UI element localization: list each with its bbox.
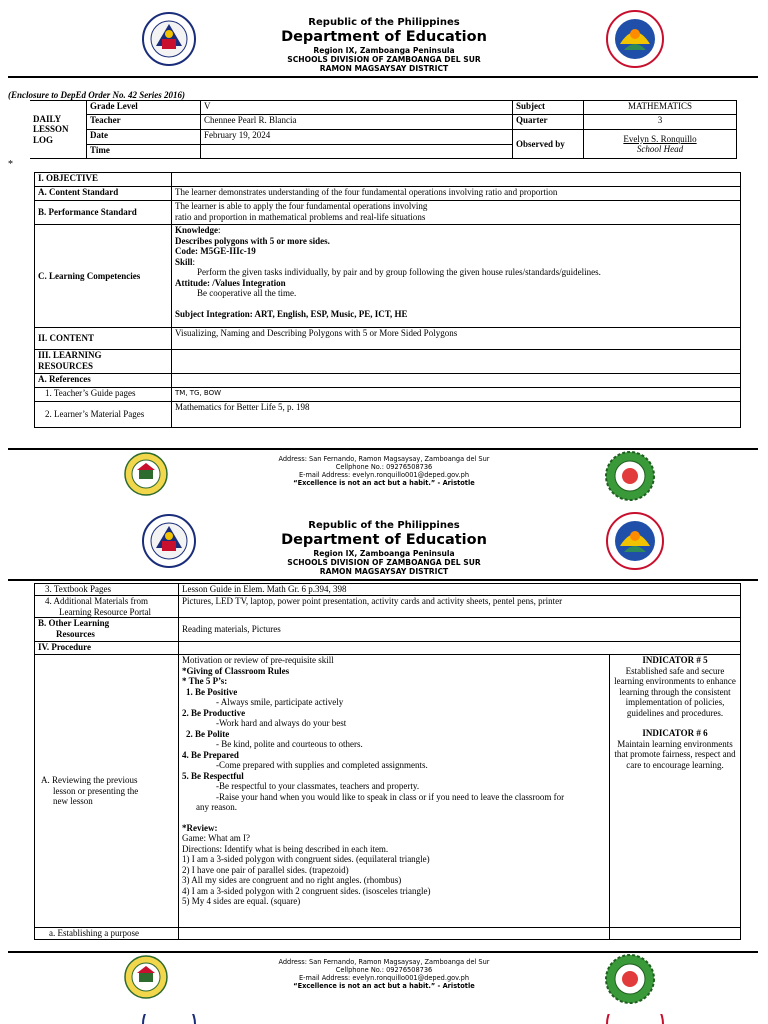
other-line: Resources: [56, 628, 95, 639]
dll-info-table: [30, 100, 737, 159]
purpose-value: [179, 928, 610, 940]
grade-value: V: [201, 101, 513, 115]
time-value: [201, 145, 513, 159]
rule-3: 2. Be Polite: [186, 728, 230, 739]
rule-3-detail: - Be kind, polite and courteous to others.: [216, 739, 363, 749]
attitude-label: Attitude: /Values Integration: [175, 277, 286, 288]
attitude-text: Be cooperative all the time.: [197, 288, 297, 298]
lm-value: Mathematics for Better Life 5, p. 198: [172, 402, 741, 428]
knowledge-label: Knowledge: [175, 225, 219, 235]
rule-2: 2. Be Productive: [182, 707, 246, 718]
content-standard-value: The learner demonstrates understanding of the four fundamental operations involving ratio and proportion: [172, 187, 741, 201]
tg-label: 1. Teacher’s Guide pages: [35, 388, 172, 402]
directions-text: Directions: Identify what is being described in each item.: [182, 843, 389, 854]
additional-label: [35, 596, 179, 618]
district-text: RAMON MAGSAYSAY DISTRICT: [319, 567, 449, 576]
observer-cell: [584, 130, 737, 159]
lesson-plan-table-1: [34, 172, 741, 428]
page2-letterhead: [0, 520, 768, 576]
indicator-6-title: INDICATOR # 6: [642, 728, 708, 738]
date-value: February 19, 2024: [201, 130, 513, 145]
describes-text: Describes polygons with 5 or more sides.: [175, 235, 330, 246]
skill-label: Skill: [175, 256, 193, 267]
rule-1-detail: - Always smile, participate actively: [216, 697, 344, 707]
content-value: Visualizing, Naming and Describing Polygons with 5 or More Sided Polygons: [172, 328, 741, 350]
rule-1: 1. Be Positive: [186, 686, 238, 697]
question-item: 4) I am a 3-sided polygon with 2 congruent sides. (isosceles triangle): [182, 885, 431, 896]
rules-title: *Giving of Classroom Rules: [182, 665, 290, 676]
knowledge-colon: :: [218, 225, 221, 235]
lesson-plan-table-2: [34, 583, 741, 940]
rule-5-detail: any reason.: [196, 802, 237, 812]
teacher-value: Chennee Pearl R. Blancia: [201, 115, 513, 130]
review-label-line: new lesson: [53, 796, 93, 807]
game-title: Game: What am I?: [182, 833, 251, 843]
footer-address: Address: San Fernando, Ramon Magsaysay, Zamboanga del Sur: [278, 455, 490, 463]
review-label-line: A. Reviewing the previous: [41, 775, 138, 786]
review-label: [35, 655, 179, 928]
deped-seal-icon: [142, 1014, 196, 1024]
performance-line: The learner is able to apply the four fundamental operations involving: [175, 201, 428, 211]
content-standard-label: A. Content Standard: [35, 187, 172, 201]
rule-2-detail: -Work hard and always do your best: [216, 718, 347, 728]
references-label: A. References: [35, 374, 172, 388]
resources-label: [35, 350, 172, 374]
resources-line: RESOURCES: [38, 360, 94, 371]
rule-5-detail: -Be respectful to your classmates, teachers and property.: [216, 781, 420, 791]
footer-phone: Cellphone No.: 09276508736: [335, 463, 433, 471]
region-text: Region IX, Zamboanga Peninsula: [313, 46, 455, 55]
question-item: 2) I have one pair of parallel sides. (trapezoid): [182, 864, 349, 875]
quarter-label: Quarter: [513, 115, 584, 130]
procedure-value: [179, 642, 741, 655]
question-item: 3) All my sides are congruent and no right angles. (rhombus): [182, 875, 402, 885]
subject-label: Subject: [513, 101, 584, 115]
indicator-cell: [610, 655, 741, 928]
objective-label: I. OBJECTIVE: [35, 173, 172, 187]
skill-text: Perform the given tasks individually, by pair and by group following the given house rules/standards/guidelines.: [197, 267, 601, 277]
textbook-value: Lesson Guide in Elem. Math Gr. 6 p.394, 398: [179, 584, 741, 596]
observer-name: Evelyn S. Ronquillo: [623, 133, 697, 144]
header-divider: [8, 579, 758, 581]
quarter-value: 3: [584, 115, 737, 130]
performance-standard-label: B. Performance Standard: [35, 201, 172, 225]
competencies-label: C. Learning Competencies: [35, 225, 172, 328]
motivation-text: Motivation or review of pre-requisite skill: [182, 655, 334, 665]
observed-label: Observed by: [513, 130, 584, 159]
dll-title-line: LESSON: [33, 124, 69, 135]
lm-label: 2. Learner’s Material Pages: [35, 402, 172, 428]
references-value: [172, 374, 741, 388]
ps-title: * The 5 P’s:: [182, 676, 228, 686]
textbook-label: 3. Textbook Pages: [35, 584, 179, 596]
republic-text: Republic of the Philippines: [308, 520, 460, 531]
asterisk: *: [8, 159, 13, 170]
department-text: Department of Education: [281, 29, 487, 45]
rule-5-detail: -Raise your hand when you would like to speak in class or if you need to leave the classroom for: [216, 791, 565, 802]
footer-quote: “Excellence is not an act but a habit.” - Aristotle: [293, 982, 475, 990]
additional-line: 4. Additional Materials from: [45, 596, 148, 606]
district-text: RAMON MAGSAYSAY DISTRICT: [319, 64, 449, 73]
indicator-6-text: Maintain learning environments that promote fairness, respect and care to encourage learning.: [614, 738, 736, 770]
dll-title: [30, 101, 87, 159]
purpose-indicator: [610, 928, 741, 940]
observer-title: School Head: [636, 144, 684, 154]
page1-footer: [0, 455, 768, 487]
dll-title-line: LOG: [33, 134, 54, 145]
purpose-label: a. Establishing a purpose: [35, 928, 179, 940]
page2-footer: [0, 958, 768, 990]
rule-4: 4. Be Prepared: [182, 749, 239, 760]
time-label: Time: [87, 145, 201, 159]
republic-text: Republic of the Philippines: [308, 17, 460, 28]
integration-text: Subject Integration: ART, English, ESP, Music, PE, ICT, HE: [175, 308, 408, 319]
other-line: B. Other Learning: [38, 618, 110, 628]
review-content: [179, 655, 610, 928]
department-text: Department of Education: [281, 532, 487, 548]
subject-value: MATHEMATICS: [584, 101, 737, 115]
procedure-label: IV. Procedure: [35, 642, 179, 655]
objective-value: [172, 173, 741, 187]
rule-5: 5. Be Respectful: [182, 770, 244, 781]
region-text: Region IX, Zamboanga Peninsula: [313, 549, 455, 558]
footer-quote: “Excellence is not an act but a habit.” - Aristotle: [293, 479, 475, 487]
division-text: SCHOOLS DIVISION OF ZAMBOANGA DEL SUR: [287, 558, 481, 567]
other-resources-value: Reading materials, Pictures: [179, 618, 741, 642]
additional-value: Pictures, LED TV, laptop, power point presentation, activity cards and activity sheets, pentel pens, printer: [179, 596, 741, 618]
header-divider: [8, 76, 758, 78]
review-title: *Review:: [182, 822, 218, 833]
date-label: Date: [87, 130, 201, 145]
review-label-line: lesson or presenting the: [53, 785, 139, 796]
tg-value: TM, TG, BOW: [172, 388, 741, 402]
skill-colon: :: [192, 256, 196, 267]
indicator-5-title: INDICATOR # 5: [642, 655, 708, 665]
page1-letterhead: [0, 17, 768, 73]
indicator-5-text: Established safe and secure learning environments to enhance learning through the consistent implementation of policies, guidelines and procedures.: [614, 665, 736, 718]
performance-standard-value: [172, 201, 741, 225]
division-text: SCHOOLS DIVISION OF ZAMBOANGA DEL SUR: [287, 55, 481, 64]
resources-value: [172, 350, 741, 374]
footer-email: E-mail Address: evelyn.ronquillo001@deped.gov.ph: [298, 974, 470, 982]
competencies-value: [172, 225, 741, 328]
footer-address: Address: San Fernando, Ramon Magsaysay, Zamboanga del Sur: [278, 958, 490, 966]
rule-4-detail: -Come prepared with supplies and completed assignments.: [216, 760, 428, 770]
question-item: 1) I am a 3-sided polygon with congruent sides. (equilateral triangle): [182, 854, 430, 864]
code-text: Code: M5GE-IIIc-19: [175, 246, 256, 256]
additional-line: Learning Resource Portal: [59, 606, 151, 617]
content-label: II. CONTENT: [35, 328, 172, 350]
dll-title-line: DAILY: [33, 113, 62, 124]
footer-email: E-mail Address: evelyn.ronquillo001@deped.gov.ph: [298, 471, 470, 479]
other-resources-label: [35, 618, 179, 642]
performance-line: ratio and proportion in mathematical problems and real-life situations: [175, 211, 426, 222]
enclosure-note: (Enclosure to DepEd Order No. 42 Series 2016): [8, 90, 185, 100]
resources-line: III. LEARNING: [38, 350, 102, 360]
footer-phone: Cellphone No.: 09276508736: [335, 966, 433, 974]
division-seal-icon: [606, 1014, 664, 1024]
teacher-label: Teacher: [87, 115, 201, 130]
grade-label: Grade Level: [87, 101, 201, 115]
question-item: 5) My 4 sides are equal. (square): [182, 896, 301, 906]
